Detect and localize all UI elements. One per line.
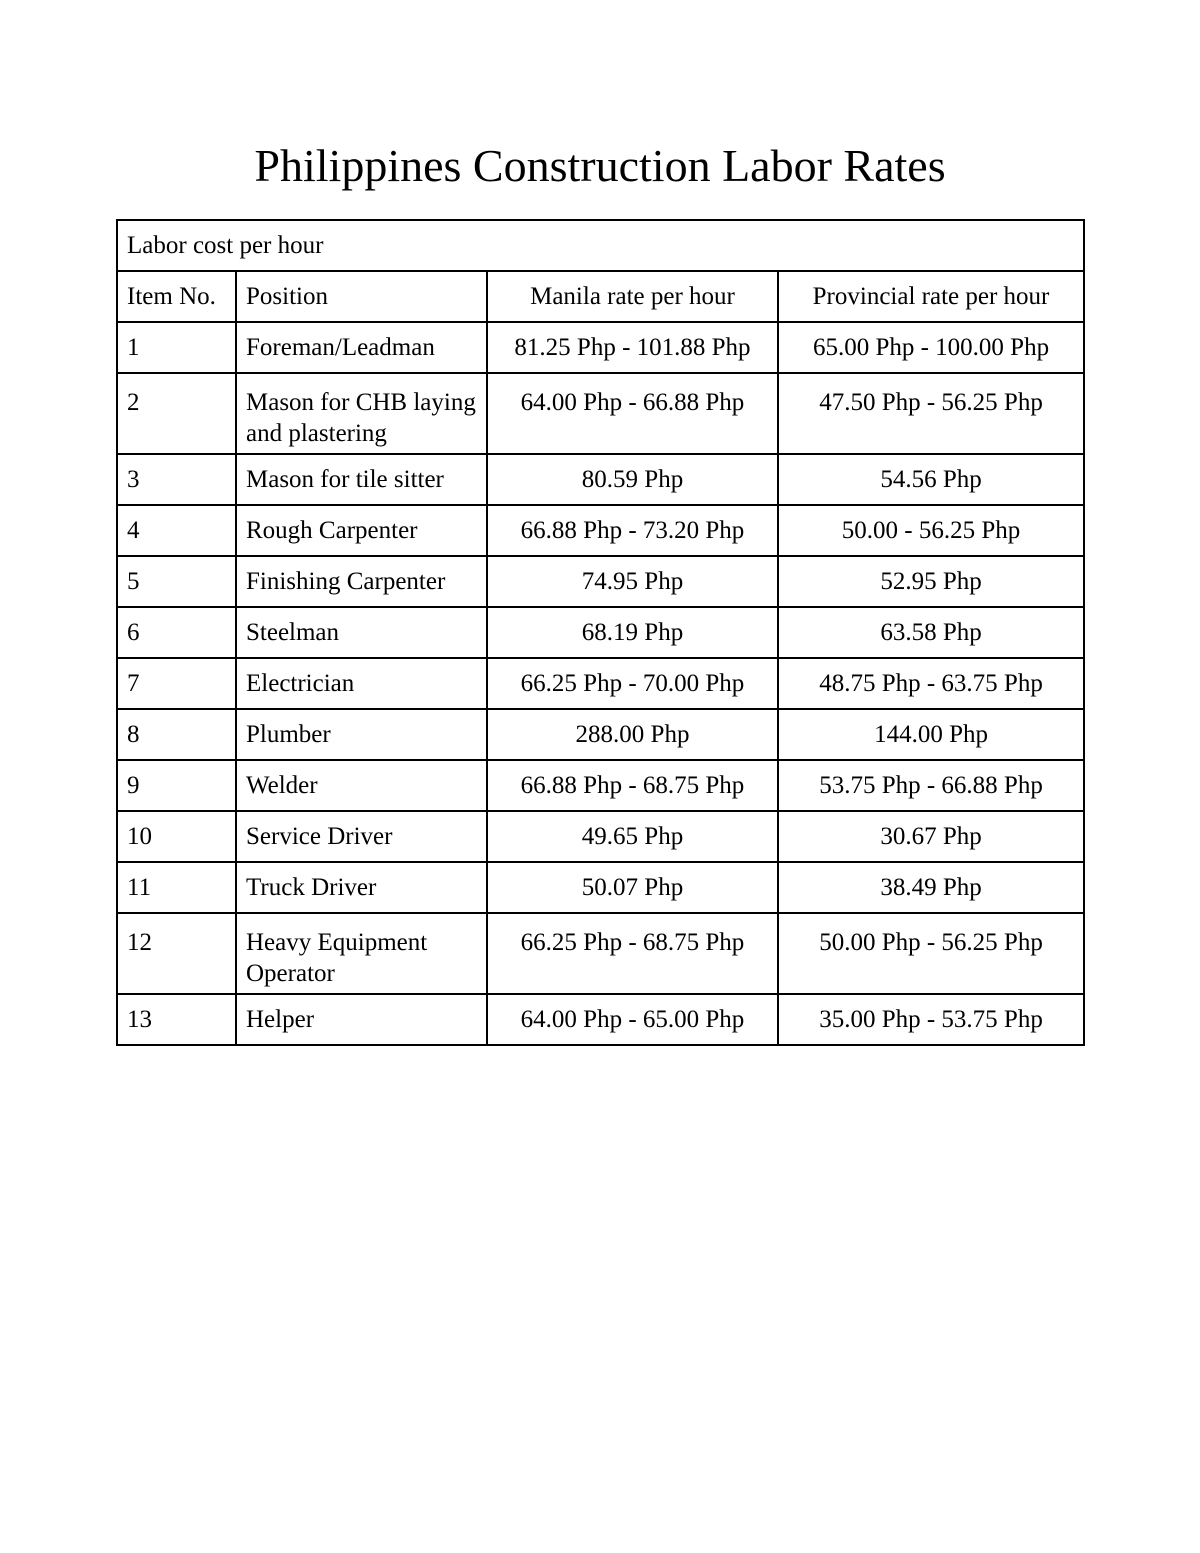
item-number: 4: [117, 505, 236, 556]
table-caption-row: [117, 220, 1084, 271]
header-provincial-rate: Provincial rate per hour: [778, 271, 1084, 322]
table-row: [117, 811, 1084, 862]
item-number: 6: [117, 607, 236, 658]
item-number: 12: [117, 913, 236, 994]
table-row: [117, 760, 1084, 811]
table-row: [117, 913, 1084, 994]
header-item-no: Item No.: [117, 271, 236, 322]
provincial-rate-cell: 50.00 - 56.25 Php: [778, 505, 1084, 556]
provincial-rate-cell: 53.75 Php - 66.88 Php: [778, 760, 1084, 811]
position-cell: Steelman: [236, 607, 487, 658]
manila-rate-cell: 68.19 Php: [487, 607, 778, 658]
table-row: [117, 994, 1084, 1045]
manila-rate-cell: 80.59 Php: [487, 454, 778, 505]
position-cell: Heavy Equipment Operator: [236, 913, 487, 994]
item-number: 11: [117, 862, 236, 913]
item-number: 10: [117, 811, 236, 862]
item-number: 7: [117, 658, 236, 709]
provincial-rate-cell: 63.58 Php: [778, 607, 1084, 658]
labor-rates-table: [116, 219, 1085, 1046]
position-cell: Truck Driver: [236, 862, 487, 913]
table-row: [117, 607, 1084, 658]
position-cell: Rough Carpenter: [236, 505, 487, 556]
table-row: [117, 862, 1084, 913]
position-cell: Welder: [236, 760, 487, 811]
provincial-rate-cell: 50.00 Php - 56.25 Php: [778, 913, 1084, 994]
item-number: 1: [117, 322, 236, 373]
provincial-rate-cell: 144.00 Php: [778, 709, 1084, 760]
table-row: [117, 373, 1084, 454]
table-row: [117, 322, 1084, 373]
provincial-rate-cell: 65.00 Php - 100.00 Php: [778, 322, 1084, 373]
manila-rate-cell: 64.00 Php - 65.00 Php: [487, 994, 778, 1045]
table-row: [117, 709, 1084, 760]
provincial-rate-cell: 54.56 Php: [778, 454, 1084, 505]
provincial-rate-cell: 35.00 Php - 53.75 Php: [778, 994, 1084, 1045]
manila-rate-cell: 288.00 Php: [487, 709, 778, 760]
table-row: [117, 454, 1084, 505]
manila-rate-cell: 66.88 Php - 68.75 Php: [487, 760, 778, 811]
manila-rate-cell: 66.25 Php - 70.00 Php: [487, 658, 778, 709]
manila-rate-cell: 64.00 Php - 66.88 Php: [487, 373, 778, 454]
page-title: Philippines Construction Labor Rates: [254, 140, 946, 191]
item-number: 2: [117, 373, 236, 454]
manila-rate-cell: 74.95 Php: [487, 556, 778, 607]
item-number: 8: [117, 709, 236, 760]
header-manila-rate: Manila rate per hour: [487, 271, 778, 322]
provincial-rate-cell: 47.50 Php - 56.25 Php: [778, 373, 1084, 454]
item-number: 13: [117, 994, 236, 1045]
position-cell: Mason for CHB laying and plastering: [236, 373, 487, 454]
provincial-rate-cell: 52.95 Php: [778, 556, 1084, 607]
provincial-rate-cell: 48.75 Php - 63.75 Php: [778, 658, 1084, 709]
position-cell: Mason for tile sitter: [236, 454, 487, 505]
position-cell: Service Driver: [236, 811, 487, 862]
table-caption: Labor cost per hour: [117, 220, 1084, 271]
manila-rate-cell: 66.25 Php - 68.75 Php: [487, 913, 778, 994]
position-cell: Electrician: [236, 658, 487, 709]
position-cell: Plumber: [236, 709, 487, 760]
manila-rate-cell: 66.88 Php - 73.20 Php: [487, 505, 778, 556]
position-cell: Finishing Carpenter: [236, 556, 487, 607]
provincial-rate-cell: 30.67 Php: [778, 811, 1084, 862]
item-number: 3: [117, 454, 236, 505]
table-row: [117, 505, 1084, 556]
manila-rate-cell: 50.07 Php: [487, 862, 778, 913]
position-cell: Helper: [236, 994, 487, 1045]
position-cell: Foreman/Leadman: [236, 322, 487, 373]
item-number: 5: [117, 556, 236, 607]
item-number: 9: [117, 760, 236, 811]
manila-rate-cell: 81.25 Php - 101.88 Php: [487, 322, 778, 373]
table-row: [117, 556, 1084, 607]
table-header-row: [117, 271, 1084, 322]
table-row: [117, 658, 1084, 709]
provincial-rate-cell: 38.49 Php: [778, 862, 1084, 913]
manila-rate-cell: 49.65 Php: [487, 811, 778, 862]
header-position: Position: [236, 271, 487, 322]
